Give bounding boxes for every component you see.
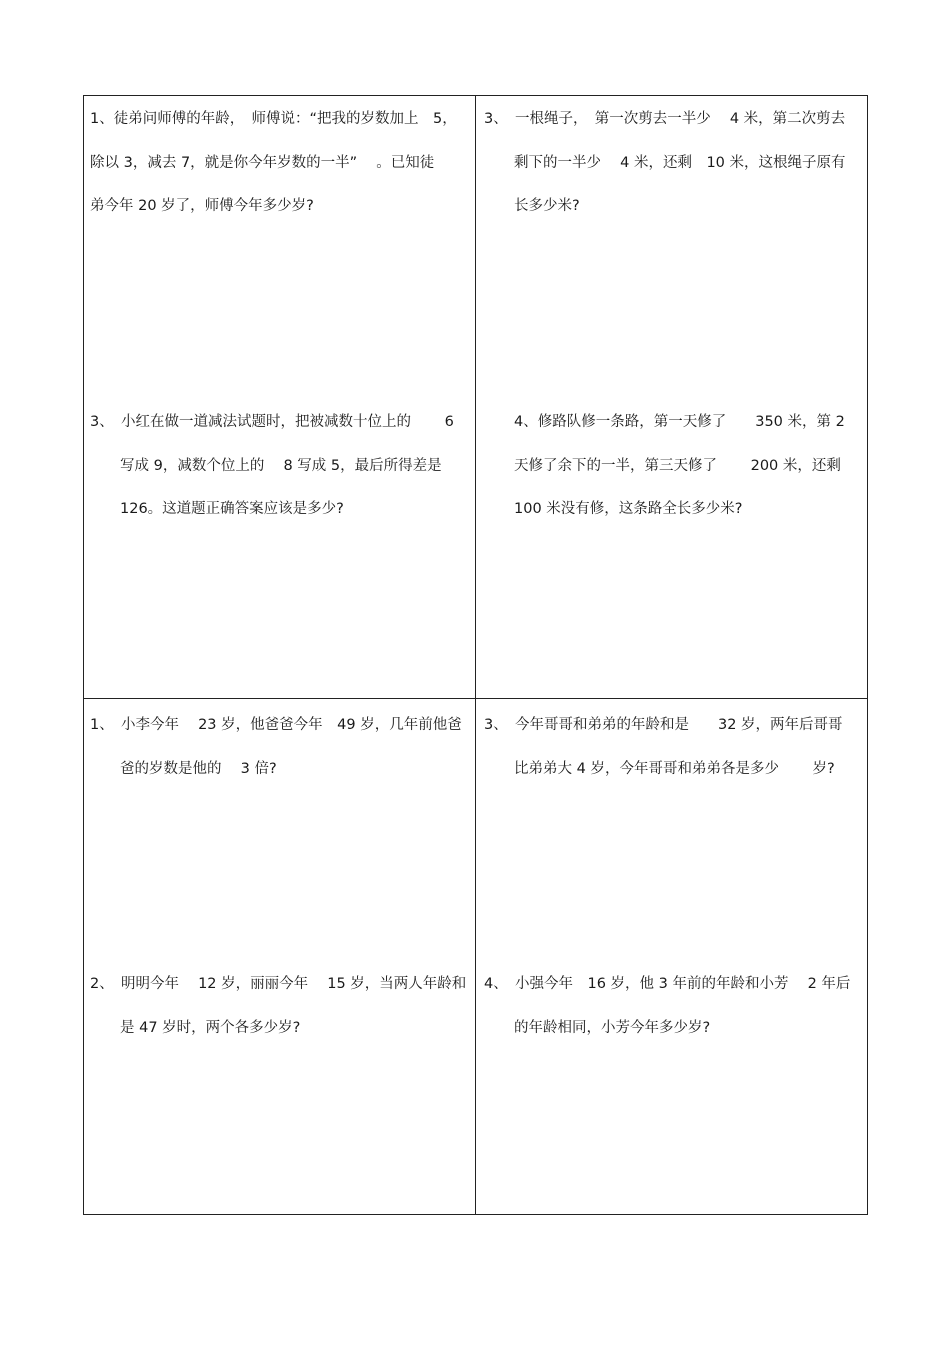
question-line: 比弟弟大 4 岁，今年哥哥和弟弟各是多少 岁? bbox=[514, 760, 835, 777]
question-line: 2、 明明今年 12 岁，丽丽今年 15 岁，当两人年龄和 bbox=[90, 976, 467, 992]
column-divider bbox=[475, 96, 476, 1214]
question-line: 3、 今年哥哥和弟弟的年龄和是 32 岁，两年后哥哥 bbox=[484, 717, 843, 733]
question-father-age-multiple bbox=[90, 704, 462, 791]
question-line: 100 米没有修，这条路全长多少米? bbox=[514, 501, 743, 517]
question-line: 剩下的一半少 4 米，还剩 10 米，这根绳子原有 bbox=[514, 154, 846, 171]
question-apprentice-age bbox=[90, 98, 457, 229]
question-line: 爸的岁数是他的 3 倍? bbox=[120, 760, 277, 777]
question-line: 是 47 岁时，两个各多少岁? bbox=[120, 1019, 301, 1036]
question-line: 天修了余下的一半，第三天修了 200 米，还剩 bbox=[514, 457, 841, 474]
question-line: 3、 小红在做一道减法试题时，把被减数十位上的 6 bbox=[90, 414, 454, 430]
question-age-sum bbox=[90, 963, 466, 1050]
question-line: 写成 9，减数个位上的 8 写成 5，最后所得差是 bbox=[120, 457, 442, 474]
question-line: 的年龄相同，小芳今年多少岁? bbox=[514, 1019, 711, 1036]
question-line: 1、徒弟问师傅的年龄， 师傅说：“把我的岁数加上 5， bbox=[90, 111, 457, 127]
row-divider bbox=[84, 698, 867, 699]
question-line: 4、 小强今年 16 岁，他 3 年前的年龄和小芳 2 年后 bbox=[484, 976, 851, 992]
question-line: 4、修路队修一条路，第一天修了 350 米，第 2 bbox=[514, 414, 845, 430]
question-line: 3、 一根绳子， 第一次剪去一半少 4 米，第二次剪去 bbox=[484, 111, 846, 127]
question-rope-length bbox=[484, 98, 846, 229]
question-line: 1、 小李今年 23 岁，他爸爸今年 49 岁，几年前他爸 bbox=[90, 717, 462, 733]
question-line: 除以 3，减去 7，就是你今年岁数的一半” 。已知徒 bbox=[90, 154, 435, 171]
question-line: 长多少米? bbox=[514, 198, 580, 214]
question-brothers-age bbox=[484, 704, 843, 791]
question-line: 弟今年 20 岁了，师傅今年多少岁? bbox=[90, 198, 314, 214]
question-road-repair bbox=[484, 401, 845, 532]
question-xiaofang-age bbox=[484, 963, 850, 1050]
question-subtraction-error bbox=[90, 401, 454, 532]
question-line: 126。这道题正确答案应该是多少? bbox=[120, 501, 344, 517]
